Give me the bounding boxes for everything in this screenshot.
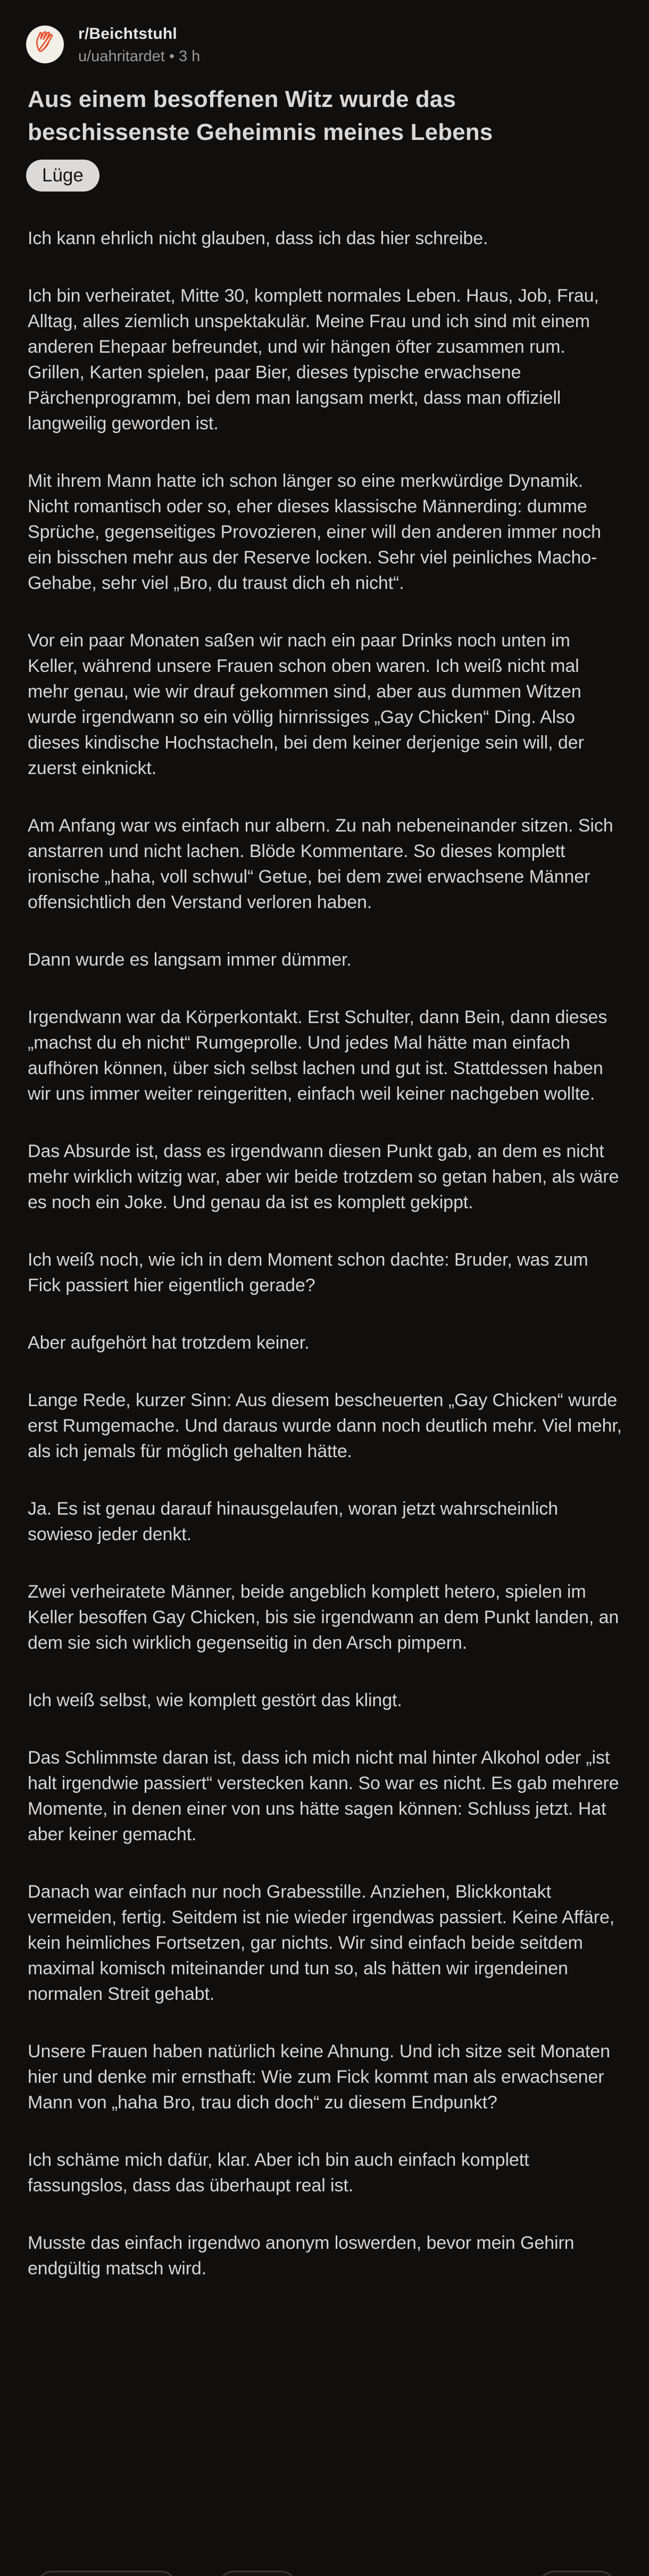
post-paragraph: Mit ihrem Mann hatte ich schon länger so eine merkwürdige Dynamik. Nicht romantisch oder so, eher dieses klassische Männerding: dumme Sprüche, gegenseitiges Provozieren, einer will den anderen immer noch ein bisschen mehr aus der Reserve locken. Sehr viel peinliches Macho-Gehabe, sehr viel „Bro, du traust dich eh nicht“.	[28, 471, 601, 593]
subreddit-name[interactable]: r/Beichtstuhl	[78, 25, 177, 43]
post-paragraph: Das Schlimmste daran ist, dass ich mich nicht mal hinter Alkohol oder „ist halt irgendwie passiert“ verstecken kann. So war es nicht. Es gab mehrere Momente, in denen einer von uns hätte sagen können: Schluss jetzt. Hat aber keiner gemacht.	[28, 1748, 619, 1844]
post-paragraph: Ich schäme mich dafür, klar. Aber ich bin auch einfach komplett fassungslos, dass das überhaupt real ist.	[28, 2150, 529, 2196]
post-paragraph: Unsere Frauen haben natürlich keine Ahnung. Und ich sitze seit Monaten hier und denke mir ernsthaft: Wie zum Fick kommt man als erwachsener Mann von „haha Bro, trau dich doch“ zu diesem Endpunkt?	[28, 2041, 610, 2113]
post-paragraph: Dann wurde es langsam immer dümmer.	[28, 950, 352, 970]
post-body	[28, 226, 622, 2281]
comments-pill[interactable]	[218, 2571, 297, 2576]
post-paragraph: Danach war einfach nur noch Grabesstille. Anziehen, Blickkontakt vermeiden, fertig. Seitdem ist nie wieder irgendwas passiert. Keine Affäre, kein heimliches Fortsetzen, gar nichts. Wir sind einfach beide seitdem maximal komisch miteinander und tun so, als hätten wir irgendeinen normalen Streit gehabt.	[28, 1882, 615, 2004]
post-paragraph: Zwei verheiratete Männer, beide angeblich komplett hetero, spielen im Keller besoffen Gay Chicken, bis sie irgendwann an dem Punkt landen, an dem sie sich wirklich gegenseitig in den Arsch pimpern.	[28, 1582, 619, 1653]
vote-pill[interactable]	[36, 2571, 177, 2576]
post-paragraph: Lange Rede, kurzer Sinn: Aus diesem bescheuerten „Gay Chicken“ wurde erst Rumgemache. Und daraus wurde dann noch deutlich mehr. Viel mehr, als ich jemals für möglich gehalten hätte.	[28, 1390, 622, 1461]
post-paragraph: Ich kann ehrlich nicht glauben, dass ich das hier schreibe.	[28, 228, 488, 248]
post-paragraph: Musste das einfach irgendwo anonym loswerden, bevor mein Gehirn endgültig matsch wird.	[28, 2233, 575, 2279]
post-paragraph: Vor ein paar Monaten saßen wir nach ein paar Drinks noch unten im Keller, während unsere Frauen schon oben waren. Ich weiß nicht mal mehr genau, wie wir drauf gekommen sind, aber aus dummen Witzen wurde irgendwann so ein völlig hirnrissiges „Gay Chicken“ Ding. Also dieses kindische Hochstacheln, bei dem keiner derjenige sein will, der zuerst einknickt.	[28, 630, 584, 778]
post-title: Aus einem besoffenen Witz wurde das beschissenste Geheimnis meines Lebens	[28, 86, 493, 145]
praying-hands-icon	[29, 27, 61, 62]
subreddit-avatar[interactable]	[26, 26, 64, 63]
post-paragraph: Ich bin verheiratet, Mitte 30, komplett normales Leben. Haus, Job, Frau, Alltag, alles ziemlich unspektakulär. Meine Frau und ich sind mit einem anderen Ehepaar befreundet, und wir hängen öfter zusammen rum. Grillen, Karten spielen, paar Bier, dieses typische erwachsene Pärchenprogramm, bei dem man langsam merkt, dass man offiziell langweilig geworden ist.	[28, 286, 599, 434]
post-meta	[78, 48, 200, 65]
share-pill[interactable]	[538, 2571, 616, 2576]
author-link[interactable]: u/uahritardet	[78, 48, 165, 65]
post-paragraph: Ich weiß noch, wie ich in dem Moment schon dachte: Bruder, was zum Fick passiert hier eigentlich gerade?	[28, 1250, 588, 1295]
meta-separator: •	[169, 48, 174, 65]
post-paragraph: Am Anfang war ws einfach nur albern. Zu nah nebeneinander sitzen. Sich anstarren und nicht lachen. Blöde Kommentare. So dieses komplett ironische „haha, voll schwul“ Getue, bei dem zwei erwachsene Männer offensichtlich den Verstand verloren haben.	[28, 816, 613, 912]
post-paragraph: Irgendwann war da Körperkontakt. Erst Schulter, dann Bein, dann dieses „machst du eh nicht“ Rumgeprolle. Und jedes Mal hätte man einfach aufhören können, über sich selbst lachen und gut ist. Stattdessen haben wir uns immer weiter reingeritten, einfach weil keiner nachgeben wollte.	[28, 1007, 608, 1104]
post-paragraph: Das Absurde ist, dass es irgendwann diesen Punkt gab, an dem es nicht mehr wirklich witzig war, aber wir beide trotzdem so getan haben, als wäre es noch ein Joke. Und genau da ist es komplett gekippt.	[28, 1141, 619, 1212]
post-time: 3 h	[178, 48, 201, 65]
post-paragraph: Ich weiß selbst, wie komplett gestört das klingt.	[28, 1690, 402, 1710]
post-paragraph: Ja. Es ist genau darauf hinausgelaufen, woran jetzt wahrscheinlich sowieso jeder denkt.	[28, 1499, 558, 1544]
post-paragraph: Aber aufgehört hat trotzdem keiner.	[28, 1333, 310, 1353]
flair-badge[interactable]: Lüge	[26, 160, 99, 192]
